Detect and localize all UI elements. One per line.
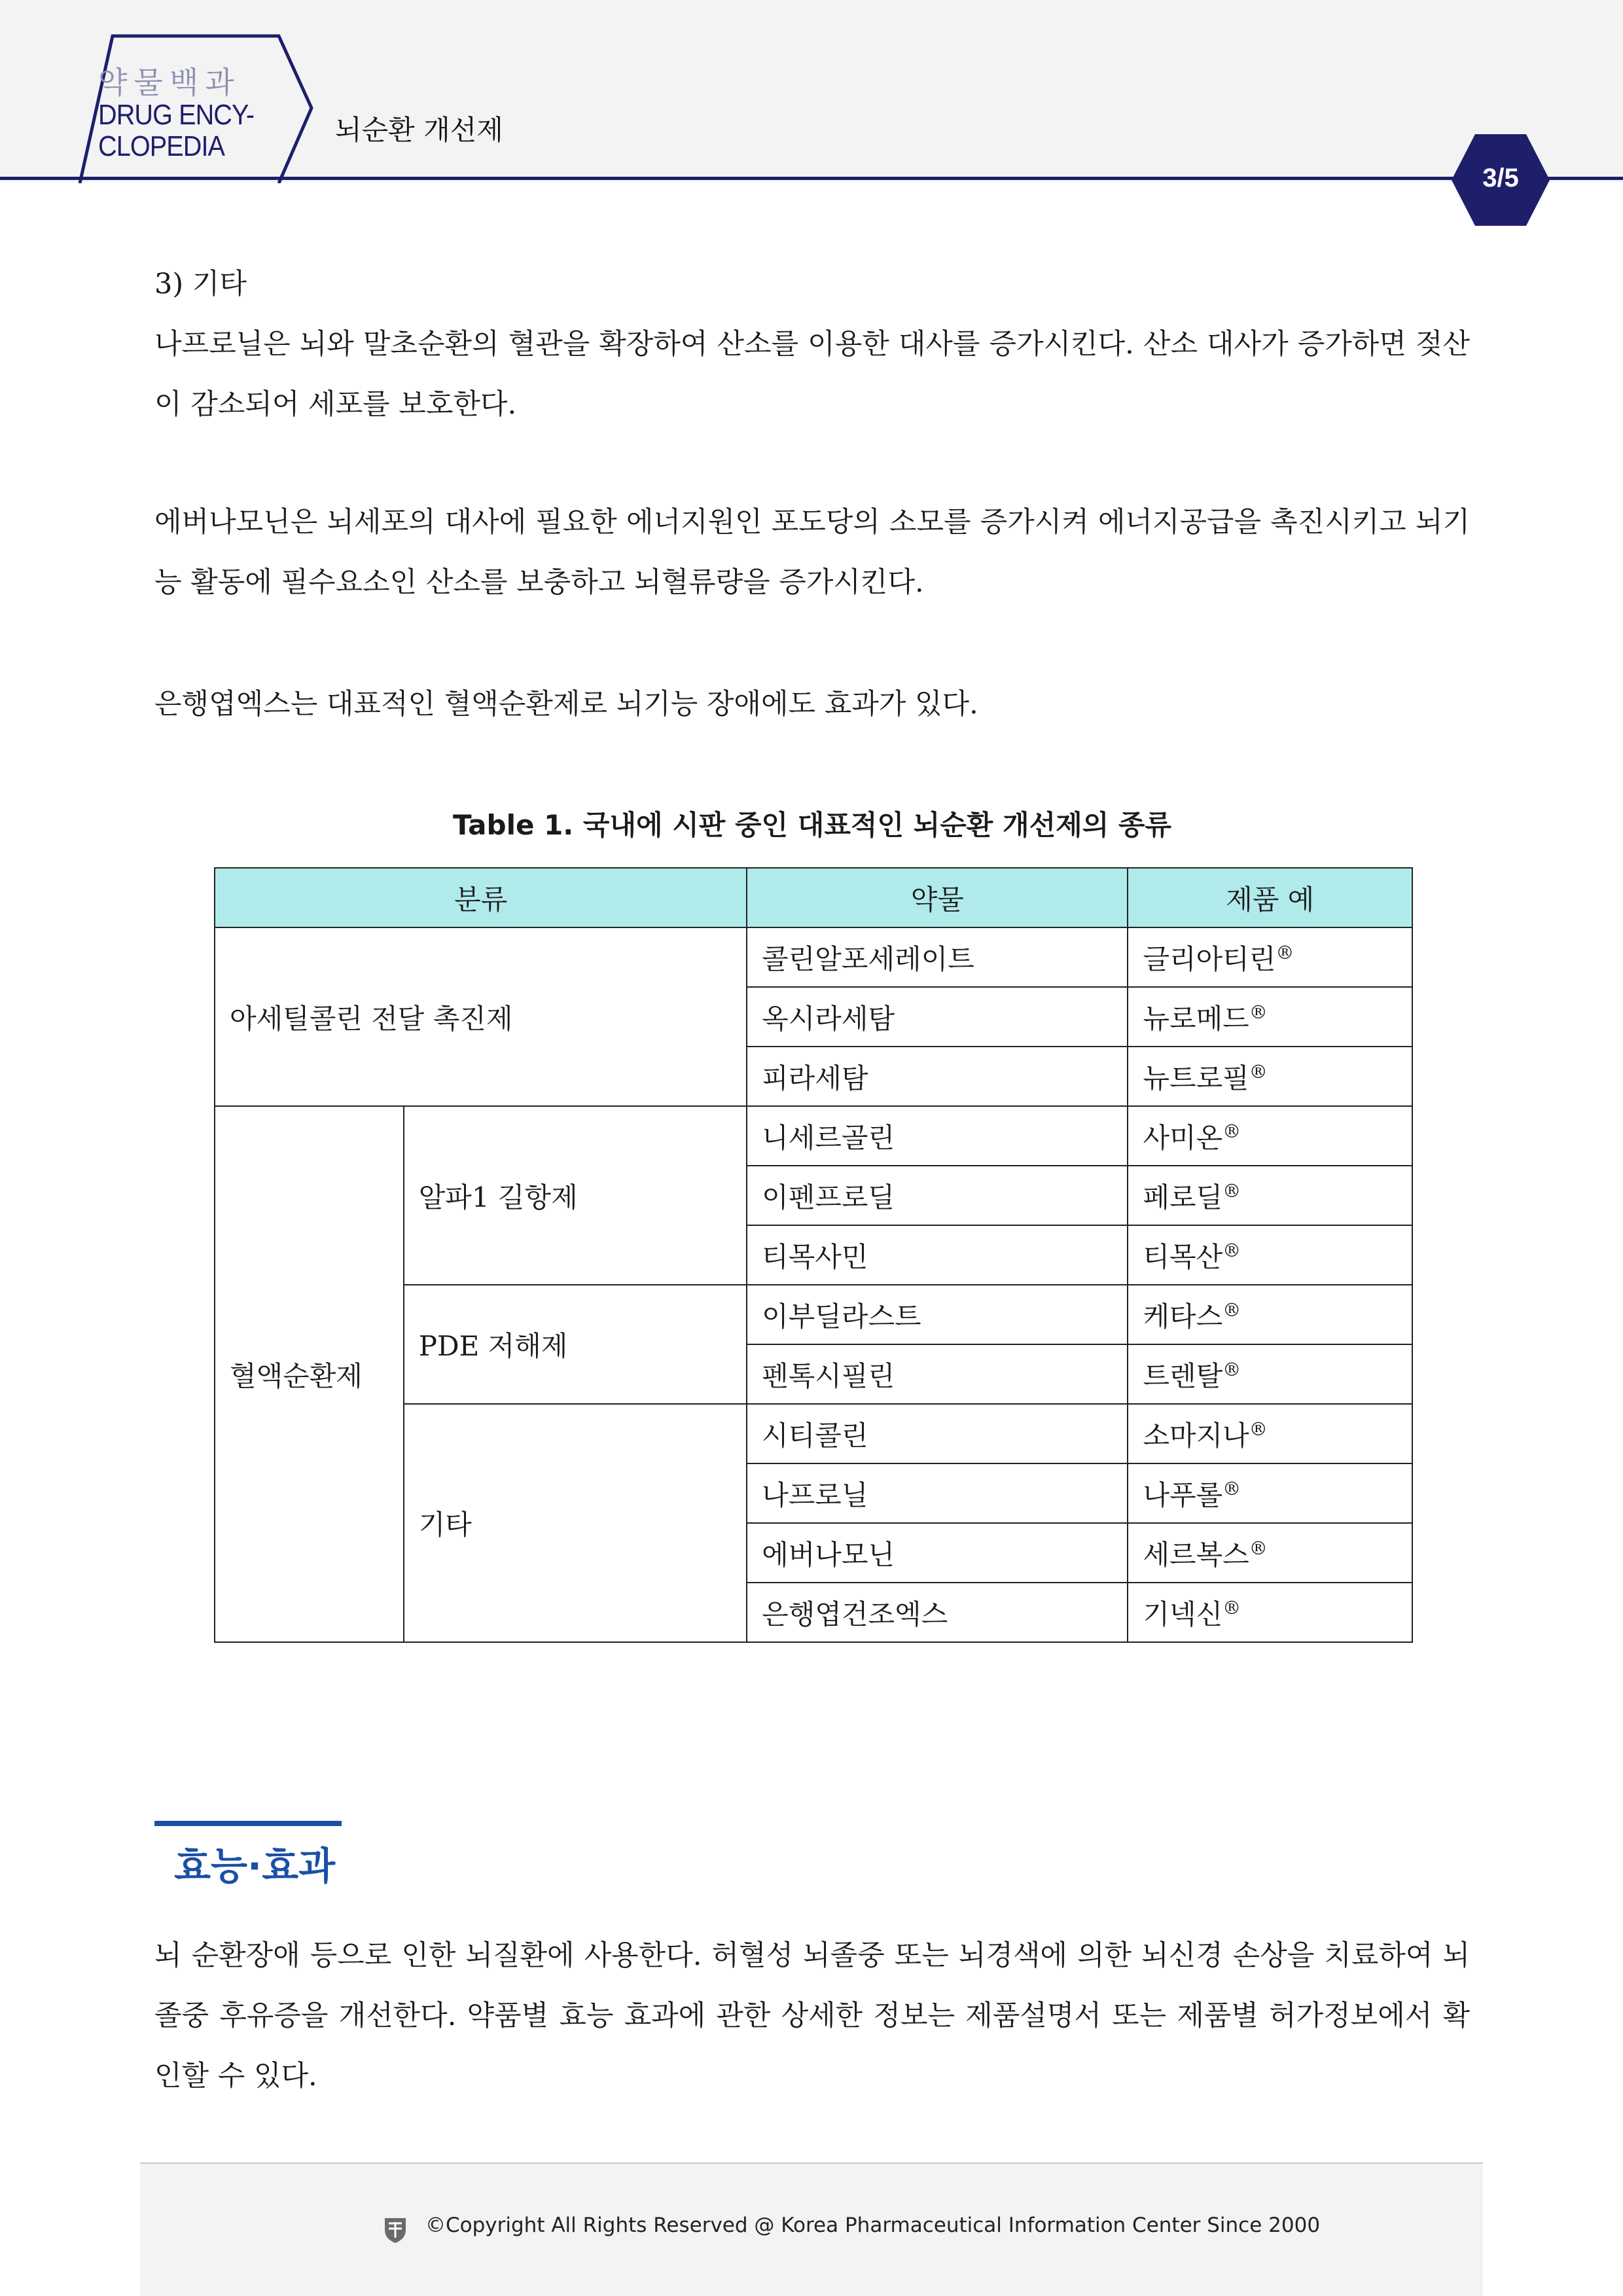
drug-cell: 시티콜린 bbox=[747, 1404, 1128, 1463]
subheading: 3) 기타 bbox=[154, 268, 247, 300]
logo-english-line1: DRUG ENCY- bbox=[98, 99, 255, 131]
drug-cell: 옥시라세탐 bbox=[747, 987, 1128, 1047]
drug-cell: 펜톡시필린 bbox=[747, 1344, 1128, 1404]
drug-cell: 나프로닐 bbox=[747, 1463, 1128, 1523]
drug-cell: 에버나모닌 bbox=[747, 1523, 1128, 1583]
paragraph-napronil: 나프로닐은 뇌와 말초순환의 혈관을 확장하여 산소를 이용한 대사를 증가시킨다. 산소 대사가 증가하면 젖산이 감소되어 세포를 보호한다. bbox=[154, 328, 1470, 421]
paragraph-efficacy: 뇌 순환장애 등으로 인한 뇌질환에 사용한다. 허혈성 뇌졸중 또는 뇌경색에 의한 뇌신경 손상을 치료하여 뇌졸중 후유증을 개선한다. 약품별 효능 효과에 관한 상세한 정보는 제품설명서 또는 제품별 허가정보에서 확인할 수 있다. bbox=[154, 1939, 1470, 2092]
header-example: 제품 예 bbox=[1128, 868, 1412, 927]
category-cell: 혈액순환제 bbox=[215, 1106, 404, 1642]
logo bbox=[98, 65, 294, 162]
table-row bbox=[215, 1106, 1412, 1166]
product-cell: 소마지나® bbox=[1128, 1404, 1412, 1463]
drug-cell: 니세르골린 bbox=[747, 1106, 1128, 1166]
copyright-text: ©Copyright All Rights Reserved @ Korea Pharmaceutical Information Center Since 2000 bbox=[425, 2214, 1321, 2237]
drug-cell: 이펜프로딜 bbox=[747, 1166, 1128, 1225]
logo-korean: 약물백과 bbox=[98, 65, 241, 99]
section-accent-bar bbox=[154, 1821, 342, 1826]
drug-cell: 콜린알포세레이트 bbox=[747, 927, 1128, 987]
product-cell: 티목산® bbox=[1128, 1225, 1412, 1285]
product-cell: 세르복스® bbox=[1128, 1523, 1412, 1583]
table-row bbox=[215, 927, 1412, 987]
product-cell: 뉴로메드® bbox=[1128, 987, 1412, 1047]
product-cell: 트렌탈® bbox=[1128, 1344, 1412, 1404]
category-cell: 아세틸콜린 전달 촉진제 bbox=[215, 927, 747, 1106]
header-category: 분류 bbox=[215, 868, 747, 927]
shield-emblem-icon bbox=[382, 2215, 408, 2244]
subcategory-cell: 기타 bbox=[404, 1404, 747, 1642]
table-header-row bbox=[215, 868, 1412, 927]
product-cell: 뉴트로필® bbox=[1128, 1047, 1412, 1106]
section-title-efficacy: 효능·효과 bbox=[174, 1844, 336, 1888]
product-cell: 나푸롤® bbox=[1128, 1463, 1412, 1523]
product-cell: 페로딜® bbox=[1128, 1166, 1412, 1225]
logo-english-line2: CLOPEDIA bbox=[98, 130, 225, 162]
paragraph-evernamonin: 에버나모닌은 뇌세포의 대사에 필요한 에너지원인 포도당의 소모를 증가시켜 에너지공급을 촉진시키고 뇌기능 활동에 필수요소인 산소를 보충하고 뇌혈류량을 증가시킨다. bbox=[154, 506, 1470, 599]
drug-cell: 이부딜라스트 bbox=[747, 1285, 1128, 1344]
product-cell: 사미온® bbox=[1128, 1106, 1412, 1166]
drug-cell: 피라세탐 bbox=[747, 1047, 1128, 1106]
drug-cell: 은행엽건조엑스 bbox=[747, 1583, 1128, 1642]
document-title: 뇌순환 개선제 bbox=[335, 114, 503, 146]
product-cell: 기넥신® bbox=[1128, 1583, 1412, 1642]
page-indicator: 3/5 bbox=[1482, 164, 1519, 192]
subcategory-cell: PDE 저해제 bbox=[404, 1285, 747, 1404]
product-cell: 케타스® bbox=[1128, 1285, 1412, 1344]
product-cell: 글리아티린® bbox=[1128, 927, 1412, 987]
drug-table bbox=[214, 867, 1413, 1643]
table-caption: Table 1. 국내에 시판 중인 대표적인 뇌순환 개선제의 종류 bbox=[452, 809, 1172, 841]
drug-cell: 티목사민 bbox=[747, 1225, 1128, 1285]
header-drug: 약물 bbox=[747, 868, 1128, 927]
subcategory-cell: 알파1 길항제 bbox=[404, 1106, 747, 1285]
paragraph-ginkgo: 은행엽엑스는 대표적인 혈액순환제로 뇌기능 장애에도 효과가 있다. bbox=[154, 688, 978, 721]
